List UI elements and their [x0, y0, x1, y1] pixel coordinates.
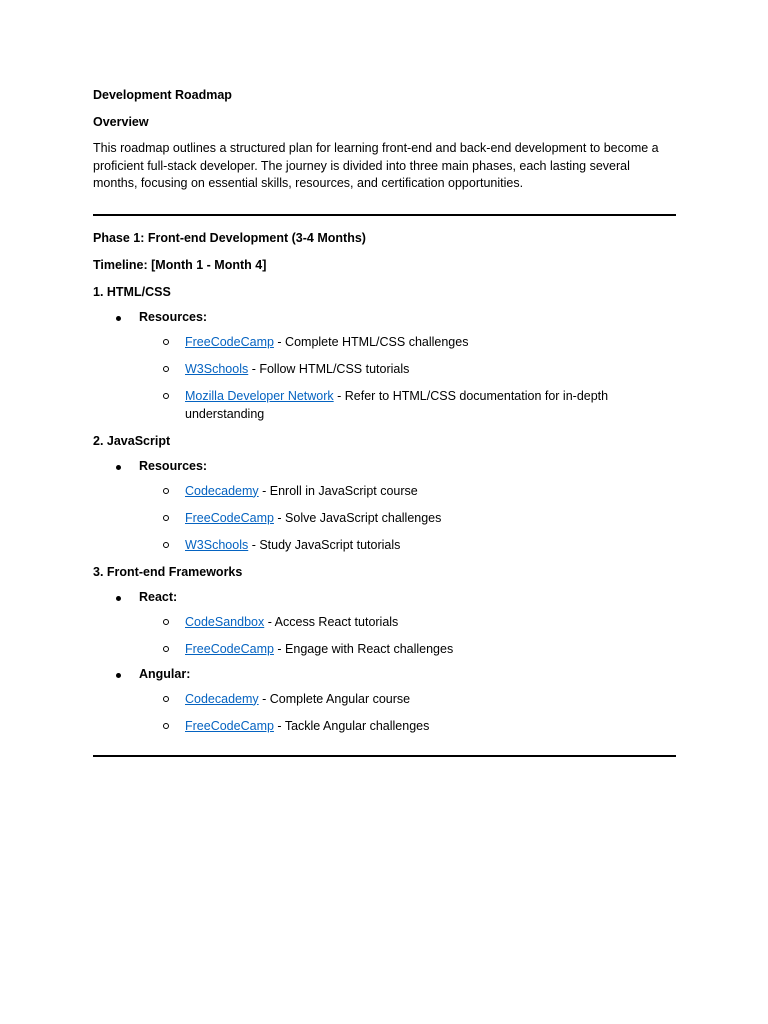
item-description: - Study JavaScript tutorials — [248, 537, 401, 552]
item-description: - Engage with React challenges — [273, 641, 454, 656]
list-item — [139, 387, 676, 423]
resource-list — [139, 690, 676, 735]
overview-paragraph: This roadmap outlines a structured plan for learning front-end and back-end development to become a proficient full-stack developer. The journey is divided into three main phases, each lasting several months, focusing on essential skills, resources, and certification opportunities. — [93, 141, 659, 190]
bullet-circle-icon — [163, 393, 169, 399]
bullet-circle-icon — [163, 488, 169, 494]
horizontal-rule — [93, 755, 676, 757]
bullet-circle-icon — [163, 696, 169, 702]
horizontal-rule — [93, 214, 676, 216]
section-title-html-css: 1. HTML/CSS — [93, 284, 171, 299]
bullet-circle-icon — [163, 366, 169, 372]
freecodecamp-link[interactable]: FreeCodeCamp — [185, 510, 274, 525]
group-label: React: — [139, 589, 178, 604]
group-label: Resources: — [139, 458, 208, 473]
item-description: - Complete HTML/CSS challenges — [273, 334, 469, 349]
bullet-disc-icon — [116, 673, 121, 678]
list-item — [139, 333, 676, 351]
bullet-circle-icon — [163, 542, 169, 548]
freecodecamp-link[interactable]: FreeCodeCamp — [185, 641, 274, 656]
document-page — [93, 86, 676, 757]
item-description: - Refer to HTML/CSS documentation for in-depth understanding — [185, 388, 609, 421]
list-item — [139, 482, 676, 500]
item-description: - Enroll in JavaScript course — [258, 483, 418, 498]
list-item — [139, 690, 676, 708]
phase-title: Phase 1: Front-end Development (3-4 Months) — [93, 230, 366, 245]
group-react — [93, 590, 676, 658]
list-item — [139, 613, 676, 631]
document-title: Development Roadmap — [93, 88, 232, 102]
resource-list — [139, 482, 676, 554]
bullet-circle-icon — [163, 646, 169, 652]
w3schools-link[interactable]: W3Schools — [185, 361, 249, 376]
item-description: - Tackle Angular challenges — [273, 718, 430, 733]
codesandbox-link[interactable]: CodeSandbox — [185, 614, 265, 629]
bullet-disc-icon — [116, 596, 121, 601]
bullet-circle-icon — [163, 515, 169, 521]
group-label: Resources: — [139, 309, 208, 324]
frameworks-groups — [93, 590, 676, 735]
resource-list — [139, 613, 676, 658]
list-item — [139, 360, 676, 378]
section-title-javascript: 2. JavaScript — [93, 433, 171, 448]
overview-heading: Overview — [93, 115, 149, 129]
item-description: - Follow HTML/CSS tutorials — [248, 361, 410, 376]
codecademy-link[interactable]: Codecademy — [185, 691, 259, 706]
item-description: - Access React tutorials — [264, 614, 399, 629]
javascript-groups — [93, 459, 676, 554]
freecodecamp-link[interactable]: FreeCodeCamp — [185, 718, 274, 733]
item-description: - Solve JavaScript challenges — [273, 510, 442, 525]
bullet-disc-icon — [116, 465, 121, 470]
bullet-circle-icon — [163, 339, 169, 345]
list-item — [139, 640, 676, 658]
phase-timeline: Timeline: [Month 1 - Month 4] — [93, 257, 267, 272]
group-angular — [93, 667, 676, 735]
item-description: - Complete Angular course — [258, 691, 411, 706]
html-css-groups — [93, 310, 676, 423]
bullet-circle-icon — [163, 619, 169, 625]
group-resources — [93, 310, 676, 423]
resource-list — [139, 333, 676, 423]
list-item — [139, 536, 676, 554]
list-item — [139, 509, 676, 527]
freecodecamp-link[interactable]: FreeCodeCamp — [185, 334, 274, 349]
codecademy-link[interactable]: Codecademy — [185, 483, 259, 498]
section-title-frameworks: 3. Front-end Frameworks — [93, 564, 243, 579]
bullet-circle-icon — [163, 723, 169, 729]
mdn-link[interactable]: Mozilla Developer Network — [185, 388, 334, 403]
list-item — [139, 717, 676, 735]
bullet-disc-icon — [116, 316, 121, 321]
group-resources — [93, 459, 676, 554]
group-label: Angular: — [139, 666, 191, 681]
w3schools-link[interactable]: W3Schools — [185, 537, 249, 552]
